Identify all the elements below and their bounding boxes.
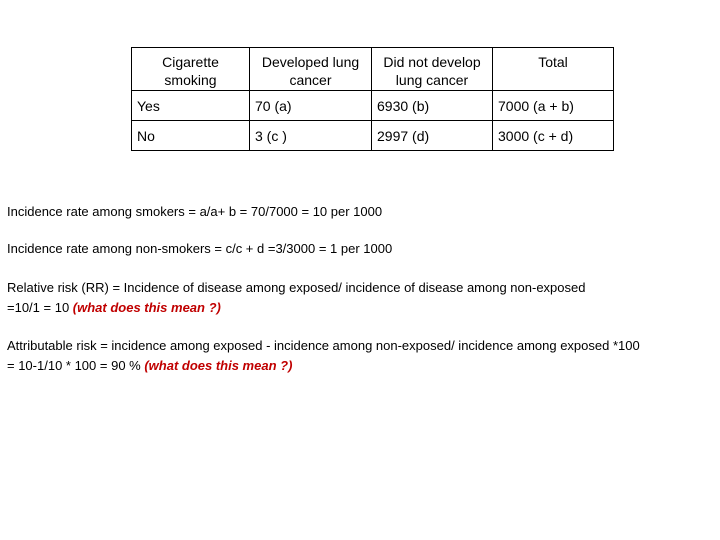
table-cell: 3 (c ) <box>250 121 372 151</box>
table-row <box>132 91 614 121</box>
attributable-risk-definition: Attributable risk = incidence among exposed - incidence among non-exposed/ incidence among exposed *100 <box>7 338 640 353</box>
relative-risk-question: (what does this mean ?) <box>72 300 221 315</box>
table-cell: 6930 (b) <box>372 91 493 121</box>
header-did-not-develop: Did not develop lung cancer <box>372 48 493 91</box>
relative-risk-result <box>7 298 719 318</box>
attributable-risk-value: = 10-1/10 * 100 = 90 % <box>7 358 145 373</box>
table-header-row <box>132 48 614 91</box>
table-cell: 7000 (a + b) <box>493 91 614 121</box>
attributable-risk-question: (what does this mean ?) <box>144 358 293 373</box>
lung-cancer-table <box>131 47 614 151</box>
incidence-non-smokers-line: Incidence rate among non-smokers = c/c + d =3/3000 = 1 per 1000 <box>7 241 393 256</box>
relative-risk-definition: Relative risk (RR) = Incidence of disease among exposed/ incidence of disease among non-exposed <box>7 280 586 295</box>
header-developed-lung-cancer: Developed lung cancer <box>250 48 372 91</box>
attributable-risk-result <box>7 356 719 376</box>
relative-risk-block <box>7 278 719 318</box>
attributable-risk-block <box>7 336 719 376</box>
header-cigarette-smoking: Cigarette smoking <box>132 48 250 91</box>
table-row <box>132 121 614 151</box>
table-cell: 70 (a) <box>250 91 372 121</box>
table-cell: 2997 (d) <box>372 121 493 151</box>
incidence-smokers-line: Incidence rate among smokers = a/a+ b = 70/7000 = 10 per 1000 <box>7 204 383 219</box>
table-cell: No <box>132 121 250 151</box>
table-cell: Yes <box>132 91 250 121</box>
relative-risk-value: =10/1 = 10 <box>7 300 73 315</box>
table-cell: 3000 (c + d) <box>493 121 614 151</box>
header-total: Total <box>493 48 614 91</box>
